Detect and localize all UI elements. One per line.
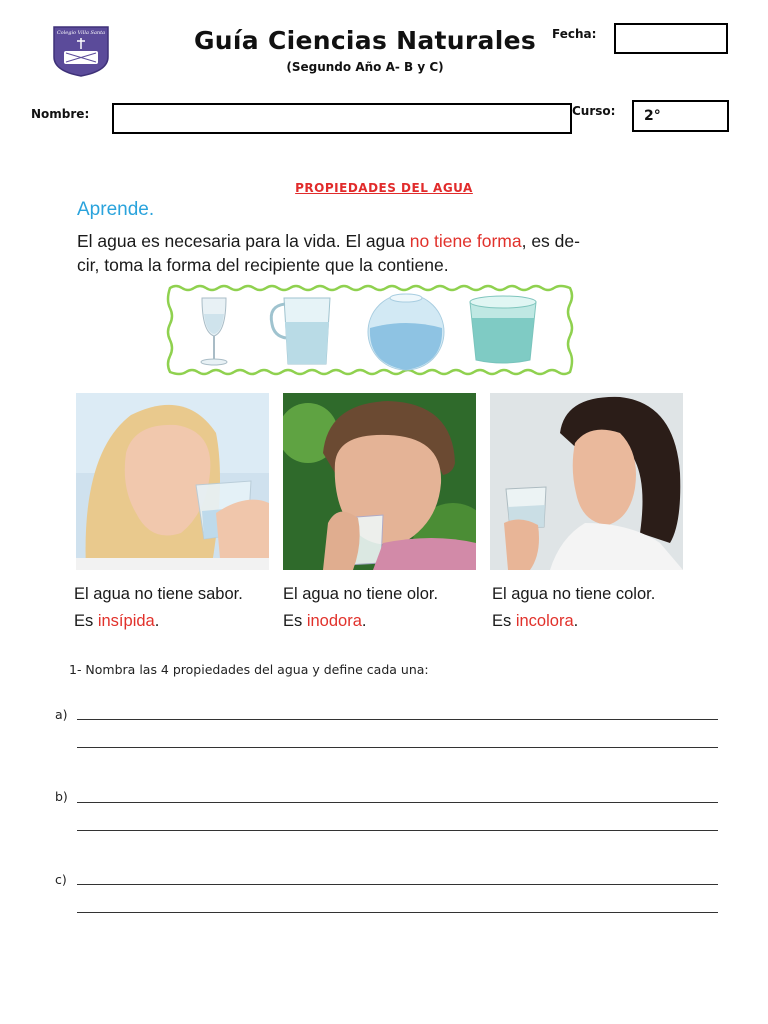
- pitcher-icon: [271, 298, 330, 364]
- intro-text-3: cir, toma la forma del recipiente que la contiene.: [77, 255, 449, 275]
- caption-sabor-es: Es: [74, 612, 98, 630]
- caption-olor: [283, 581, 438, 635]
- school-logo: [52, 25, 110, 77]
- caption-sabor-line1: El agua no tiene sabor.: [74, 585, 243, 603]
- fecha-field[interactable]: [614, 23, 728, 54]
- caption-olor-word: inodora: [306, 612, 362, 630]
- question-1: 1- Nombra las 4 propiedades del agua y define cada una:: [69, 662, 429, 677]
- caption-color-line1: El agua no tiene color.: [492, 585, 656, 603]
- answer-line-b1[interactable]: [77, 802, 718, 803]
- curso-label: Curso:: [572, 104, 616, 118]
- answer-label-a: a): [55, 707, 68, 722]
- answer-line-c1[interactable]: [77, 884, 718, 885]
- caption-color-es: Es: [492, 612, 516, 630]
- answer-line-b2[interactable]: [77, 830, 718, 831]
- caption-sabor-word: insípida: [97, 612, 155, 630]
- answer-label-b: b): [55, 789, 68, 804]
- answer-line-a2[interactable]: [77, 747, 718, 748]
- caption-sabor-dot: .: [154, 612, 160, 630]
- fecha-label: Fecha:: [552, 27, 597, 41]
- caption-sabor: [74, 581, 243, 635]
- nombre-field[interactable]: [112, 103, 572, 134]
- tumbler-glass-icon: [470, 296, 536, 363]
- caption-color-word: incolora: [515, 612, 574, 630]
- section-title: PROPIEDADES DEL AGUA: [295, 181, 473, 195]
- answer-line-c2[interactable]: [77, 912, 718, 913]
- photo-girl-drinking: [76, 393, 269, 570]
- intro-text-1: El agua es necesaria para la vida. El agua: [77, 231, 410, 251]
- caption-color: [492, 581, 655, 635]
- page-title: Guía Ciencias Naturales: [193, 26, 537, 55]
- containers-illustration: [164, 284, 576, 376]
- intro-paragraph: [77, 229, 607, 277]
- caption-color-dot: .: [573, 612, 579, 630]
- photo-man-smelling: [283, 393, 476, 570]
- intro-highlight: no tiene forma: [409, 231, 522, 251]
- wine-glass-icon: [201, 298, 227, 365]
- intro-text-2: , es de-: [521, 231, 580, 251]
- page-subtitle: (Segundo Año A- B y C): [286, 60, 444, 74]
- aprende-heading: Aprende.: [77, 199, 155, 220]
- answer-line-a1[interactable]: [77, 719, 718, 720]
- answer-label-c: c): [55, 872, 67, 887]
- nombre-label: Nombre:: [31, 107, 90, 121]
- caption-olor-dot: .: [361, 612, 367, 630]
- curso-field[interactable]: 2°: [632, 100, 729, 132]
- round-bowl-icon: [368, 294, 444, 370]
- caption-olor-line1: El agua no tiene olor.: [283, 585, 439, 603]
- logo-text: Colegio Villa Santa: [56, 30, 106, 36]
- caption-olor-es: Es: [283, 612, 307, 630]
- photo-woman-glass: [490, 393, 683, 570]
